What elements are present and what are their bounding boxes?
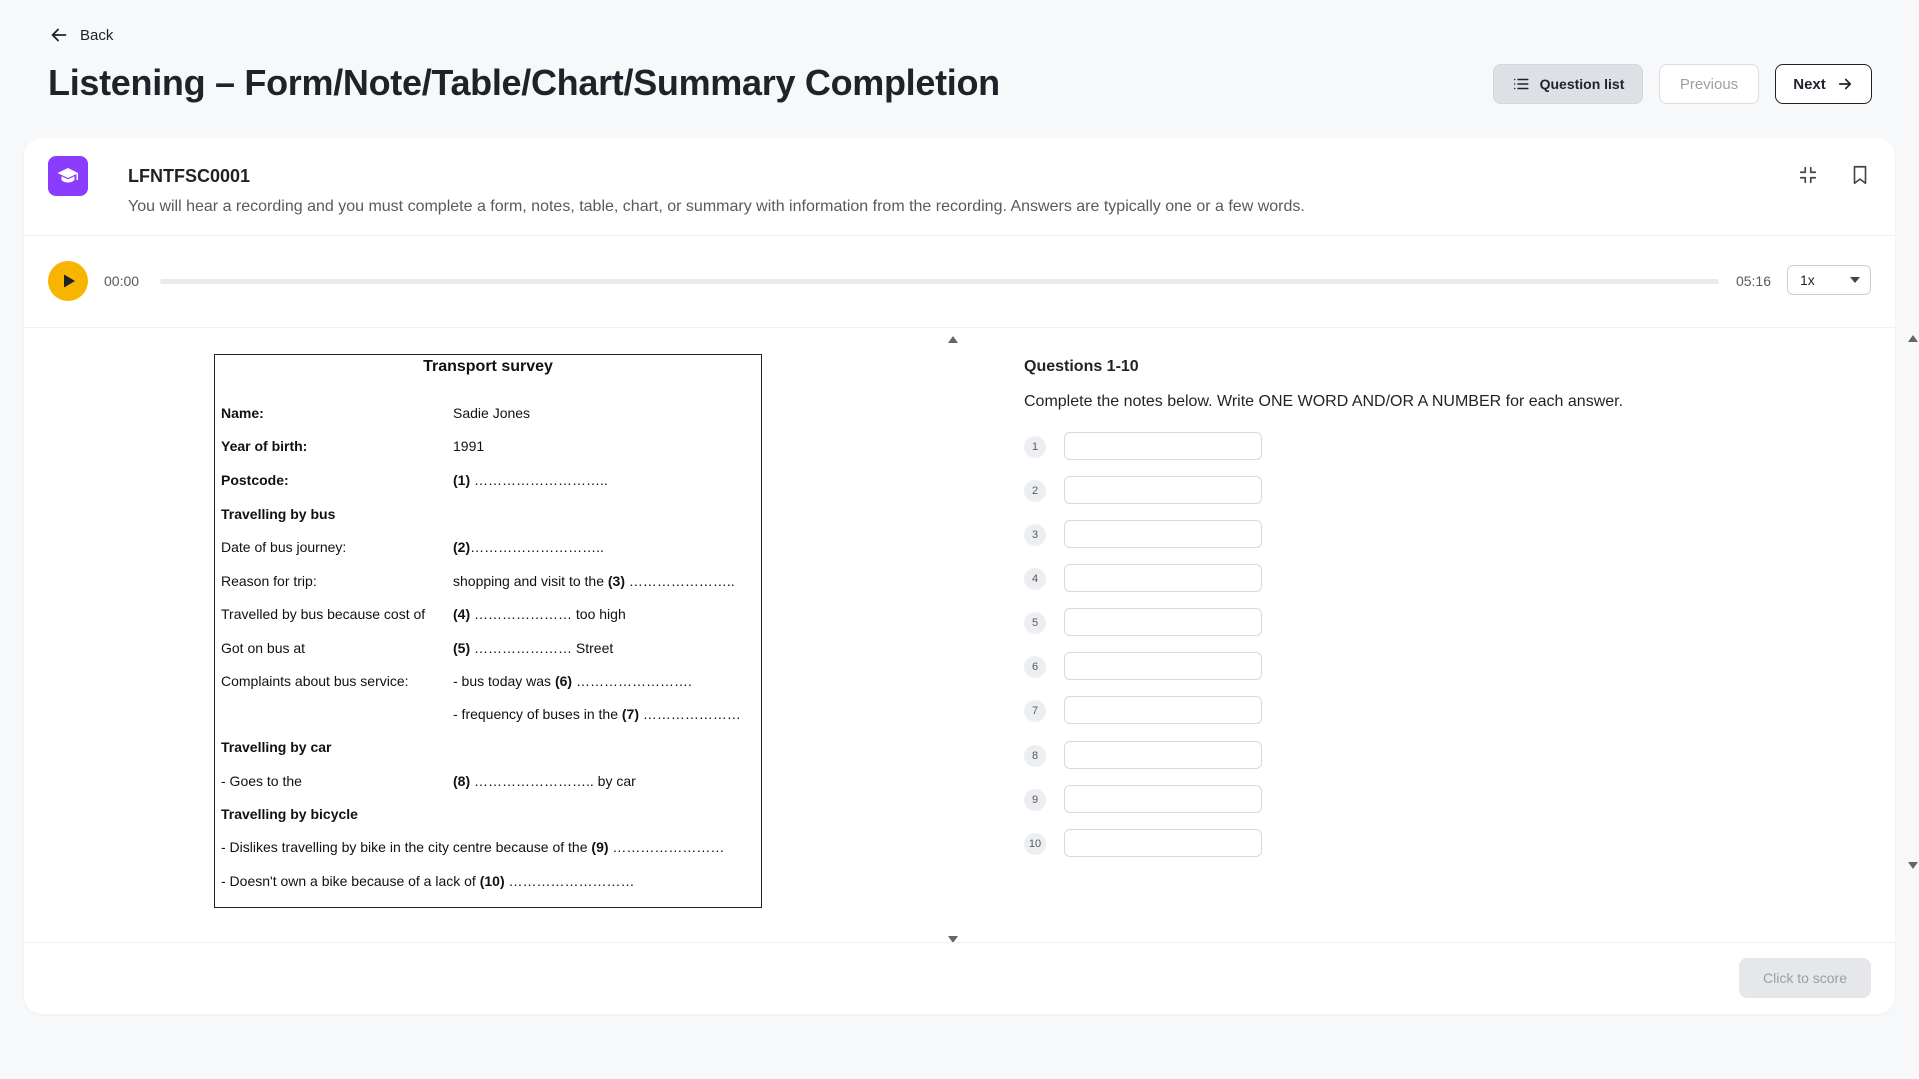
total-time: 05:16 (1735, 273, 1771, 289)
form-row-goes (221, 773, 755, 793)
page-title: Listening – Form/Note/Table/Chart/Summary Completion (48, 62, 1000, 103)
form-heading: Travelling by car (221, 739, 332, 755)
form-value: Sadie Jones (453, 405, 531, 421)
form-row-complaints (221, 673, 755, 693)
form-text: - Doesn't own a bike because of a lack of (221, 873, 480, 889)
gap-number: (3) (607, 573, 626, 589)
form-label: Postcode: (221, 472, 289, 488)
answer-input-10[interactable] (1064, 829, 1262, 857)
gap-dots: ………………….. (625, 573, 735, 589)
question-number: 1 (1024, 436, 1046, 458)
form-heading: Travelling by bicycle (221, 806, 358, 822)
arrow-left-icon (48, 24, 70, 46)
answer-input-6[interactable] (1064, 652, 1262, 680)
gap-dots: ……………………….. (470, 539, 604, 555)
form-row-goton (221, 640, 755, 660)
form-text: ………………… Street (470, 640, 614, 656)
graduation-cap-icon (48, 156, 88, 196)
click-to-score-button[interactable]: Click to score (1739, 958, 1871, 998)
chevron-down-icon (1850, 277, 1860, 283)
answer-input-8[interactable] (1064, 741, 1262, 769)
questions-instruction: Complete the notes below. Write ONE WORD AND/OR A NUMBER for each answer. (1024, 393, 1624, 410)
form-heading-car (221, 739, 755, 759)
form-label: Date of bus journey: (221, 539, 347, 555)
gap-number: (9) (591, 839, 609, 855)
scroll-up-arrow[interactable] (948, 336, 958, 343)
form-row-cost (221, 606, 755, 626)
question-number: 8 (1024, 745, 1046, 767)
play-icon (61, 273, 77, 289)
form-label: Year of birth: (221, 438, 308, 454)
passage-pane (24, 328, 959, 938)
arrow-right-icon (1836, 75, 1854, 93)
form-label: - Goes to the (221, 773, 302, 789)
top-toolbar (1493, 64, 1872, 104)
gap-number: (4) (453, 606, 471, 622)
question-number: 9 (1024, 789, 1046, 811)
form-value: 1991 (453, 438, 485, 454)
form-text: - frequency of buses in the (453, 706, 622, 722)
questions-heading: Questions 1-10 (1024, 358, 1139, 375)
form-row-name (221, 405, 755, 425)
footer-divider (24, 942, 1895, 943)
header-divider (24, 235, 1895, 236)
form-text: …………………….. by car (470, 773, 636, 789)
list-icon (1512, 75, 1530, 93)
gap-number: (8) (453, 773, 471, 789)
gap-dots: ………………… (639, 706, 741, 722)
form-row-own (221, 873, 755, 893)
form-heading-bicycle (221, 806, 755, 826)
gap-dots: ……………………. (572, 673, 692, 689)
form-label: Complaints about bus service: (221, 673, 409, 689)
questions-scroll-up-arrow[interactable] (1908, 335, 1918, 342)
previous-button[interactable] (1659, 64, 1759, 104)
form-label: Got on bus at (221, 640, 306, 656)
previous-label: Previous (1679, 75, 1739, 93)
gap-number: (6) (554, 673, 573, 689)
task-code: LFNTFSC0001 (128, 166, 251, 186)
back-label: Back (80, 26, 114, 44)
question-number: 4 (1024, 568, 1046, 590)
question-list-label: Question list (1539, 76, 1625, 92)
gap-number: (1) (453, 472, 471, 488)
audio-player (48, 260, 1871, 302)
audio-progress-track[interactable] (160, 279, 1719, 284)
collapse-icon[interactable] (1797, 164, 1819, 186)
gap-dots: …………………… (608, 839, 725, 855)
questions-scroll-down-arrow[interactable] (1908, 862, 1918, 869)
form-text: - Dislikes travelling by bike in the city centre because of the (221, 839, 592, 855)
answer-input-7[interactable] (1064, 696, 1262, 724)
answer-input-4[interactable] (1064, 564, 1262, 592)
current-time: 00:00 (104, 273, 140, 289)
gap-number: (10) (479, 873, 505, 889)
answer-input-1[interactable] (1064, 432, 1262, 460)
answer-input-5[interactable] (1064, 608, 1262, 636)
question-number: 5 (1024, 612, 1046, 634)
question-number: 6 (1024, 656, 1046, 678)
form-title: Transport survey (423, 358, 553, 375)
bookmark-icon[interactable] (1849, 164, 1871, 186)
task-card (24, 138, 1895, 1014)
gap-number: (7) (621, 706, 639, 722)
form-row-postcode (221, 472, 755, 492)
answer-input-2[interactable] (1064, 476, 1262, 504)
answer-input-3[interactable] (1064, 520, 1262, 548)
gap-dots: ……………………… (504, 873, 635, 889)
task-description: You will hear a recording and you must complete a form, notes, table, chart, or summary with information from the recording. Answers are typically one or a few words. (128, 198, 1305, 215)
form-heading-bus (221, 506, 755, 526)
form-text: ………………… too high (470, 606, 626, 622)
form-row-dislikes (221, 839, 755, 859)
form-label: Name: (221, 405, 264, 421)
question-list-button[interactable] (1493, 64, 1643, 104)
form-row-reason (221, 573, 755, 593)
form-row-yob (221, 438, 755, 458)
form-label: Travelled by bus because cost of (221, 606, 426, 622)
question-number: 3 (1024, 524, 1046, 546)
gap-dots: ……………………….. (474, 472, 608, 488)
gap-number: (2) (453, 539, 471, 555)
questions-pane (984, 328, 1895, 938)
back-link[interactable] (48, 24, 113, 46)
form-text: shopping and visit to the (453, 573, 608, 589)
speed-value: 1x (1800, 272, 1815, 288)
form-heading: Travelling by bus (221, 506, 336, 522)
form-text: - bus today was (453, 673, 555, 689)
form-row-date (221, 539, 755, 559)
playback-speed-select[interactable] (1787, 265, 1871, 295)
gap-number: (5) (453, 640, 471, 656)
next-button[interactable] (1775, 64, 1872, 104)
form-row-frequency (221, 706, 755, 726)
next-label: Next (1793, 75, 1826, 93)
question-number: 2 (1024, 480, 1046, 502)
form-label: Reason for trip: (221, 573, 317, 589)
play-button[interactable] (48, 261, 88, 301)
task-header (48, 156, 1871, 226)
answer-input-9[interactable] (1064, 785, 1262, 813)
question-number: 7 (1024, 700, 1046, 722)
transport-survey-form (214, 354, 762, 908)
question-number: 10 (1024, 833, 1046, 855)
